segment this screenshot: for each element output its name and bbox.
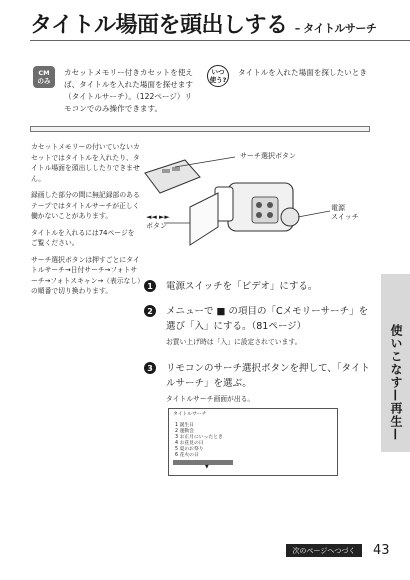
section-divider-bar bbox=[30, 126, 370, 132]
step-text: リモコンのサーチ選択ボタンを押して、「タイトルサーチ」を選ぶ。 bbox=[166, 363, 370, 389]
screen-heading: タイトルサーチ bbox=[173, 412, 207, 417]
label-ff-rew-buttons: ◄◄ ►► ボタン bbox=[146, 213, 170, 230]
sidebar-paragraph: タイトルを入れるには74ページをご覧ください。 bbox=[31, 228, 135, 247]
sidebar-notes bbox=[31, 142, 141, 303]
cm-only-badge-icon: CM のみ bbox=[33, 66, 55, 88]
screen-indicator-bar bbox=[173, 460, 233, 465]
step-note: タイトルサーチ画面が出る。 bbox=[166, 395, 255, 403]
sidebar-paragraph: カセットメモリーの付いていないカセットではタイトルを入れたり、タイトル場面を頭出ししたりできません。 bbox=[31, 143, 140, 183]
remote-control-icon bbox=[145, 160, 200, 193]
screen-list-item: 4 お花見の日 bbox=[175, 441, 204, 446]
page-subtitle: – タイトルサーチ bbox=[294, 22, 377, 35]
step-1 bbox=[144, 279, 376, 294]
step-number: 3 bbox=[144, 362, 156, 374]
step-text: メニューで ■ の項目の「Cメモリーサーチ」を選び「入」にする。（81ページ） bbox=[166, 306, 369, 332]
screen-list-item: 1 誕生日 bbox=[175, 423, 194, 428]
screen-list-item: 6 花火の日 bbox=[175, 453, 199, 458]
screen-title-list bbox=[175, 423, 223, 459]
label-search-select-button: サーチ選択ボタン bbox=[240, 152, 296, 160]
label-power-switch: 電源 スイッチ bbox=[331, 204, 359, 221]
step-3 bbox=[144, 361, 376, 404]
screen-list-item: 3 お正月にいったとき bbox=[175, 435, 223, 440]
next-page-indicator: 次のページへつづく bbox=[286, 544, 362, 557]
sidebar-paragraph: 録画した部分の間に無記録部のあるテープではタイトルサーチが正しく働かないことがあります。 bbox=[31, 191, 140, 220]
screen-list-item: 5 夏のお祭り bbox=[175, 447, 204, 452]
section-side-tab bbox=[381, 274, 410, 452]
side-tab-label: 使いこなす—再生— bbox=[389, 324, 403, 441]
step-text: 電源スイッチを「ビデオ」にする。 bbox=[166, 281, 318, 292]
note-when-to-use: タイトルを入れた場面を探したいとき bbox=[238, 68, 367, 77]
step-2 bbox=[144, 304, 376, 347]
when-to-use-badge-icon: いつ 使う? bbox=[207, 65, 229, 87]
screen-list-item: 2 運動会 bbox=[175, 429, 194, 434]
step-note: お買い上げ時は「入」に設定されています。 bbox=[166, 338, 302, 346]
camcorder-icon bbox=[190, 183, 299, 245]
step-number: 1 bbox=[144, 280, 156, 292]
page-title-main: タイトル場面を頭出しする bbox=[30, 13, 288, 38]
page-number: 43 bbox=[373, 543, 390, 558]
sidebar-paragraph: サーチ選択ボタンは押すごとにタイトルサーチ→日付サーチ→フォトサーチ→フォトスキャン→（表示なし）の順番で切り換わります。 bbox=[31, 255, 141, 295]
step-number: 2 bbox=[144, 305, 156, 317]
screen-footer-arrow: ▼ bbox=[205, 465, 209, 470]
page-title bbox=[30, 8, 376, 39]
title-search-screen bbox=[168, 408, 338, 476]
title-divider bbox=[30, 40, 410, 41]
note-cm-only: カセットメモリー付きカセットを使えば、タイトルを入れた場面を探せます（タイトルサーチ）。（122ページ）リモコンでのみ操作できます。 bbox=[64, 68, 194, 113]
